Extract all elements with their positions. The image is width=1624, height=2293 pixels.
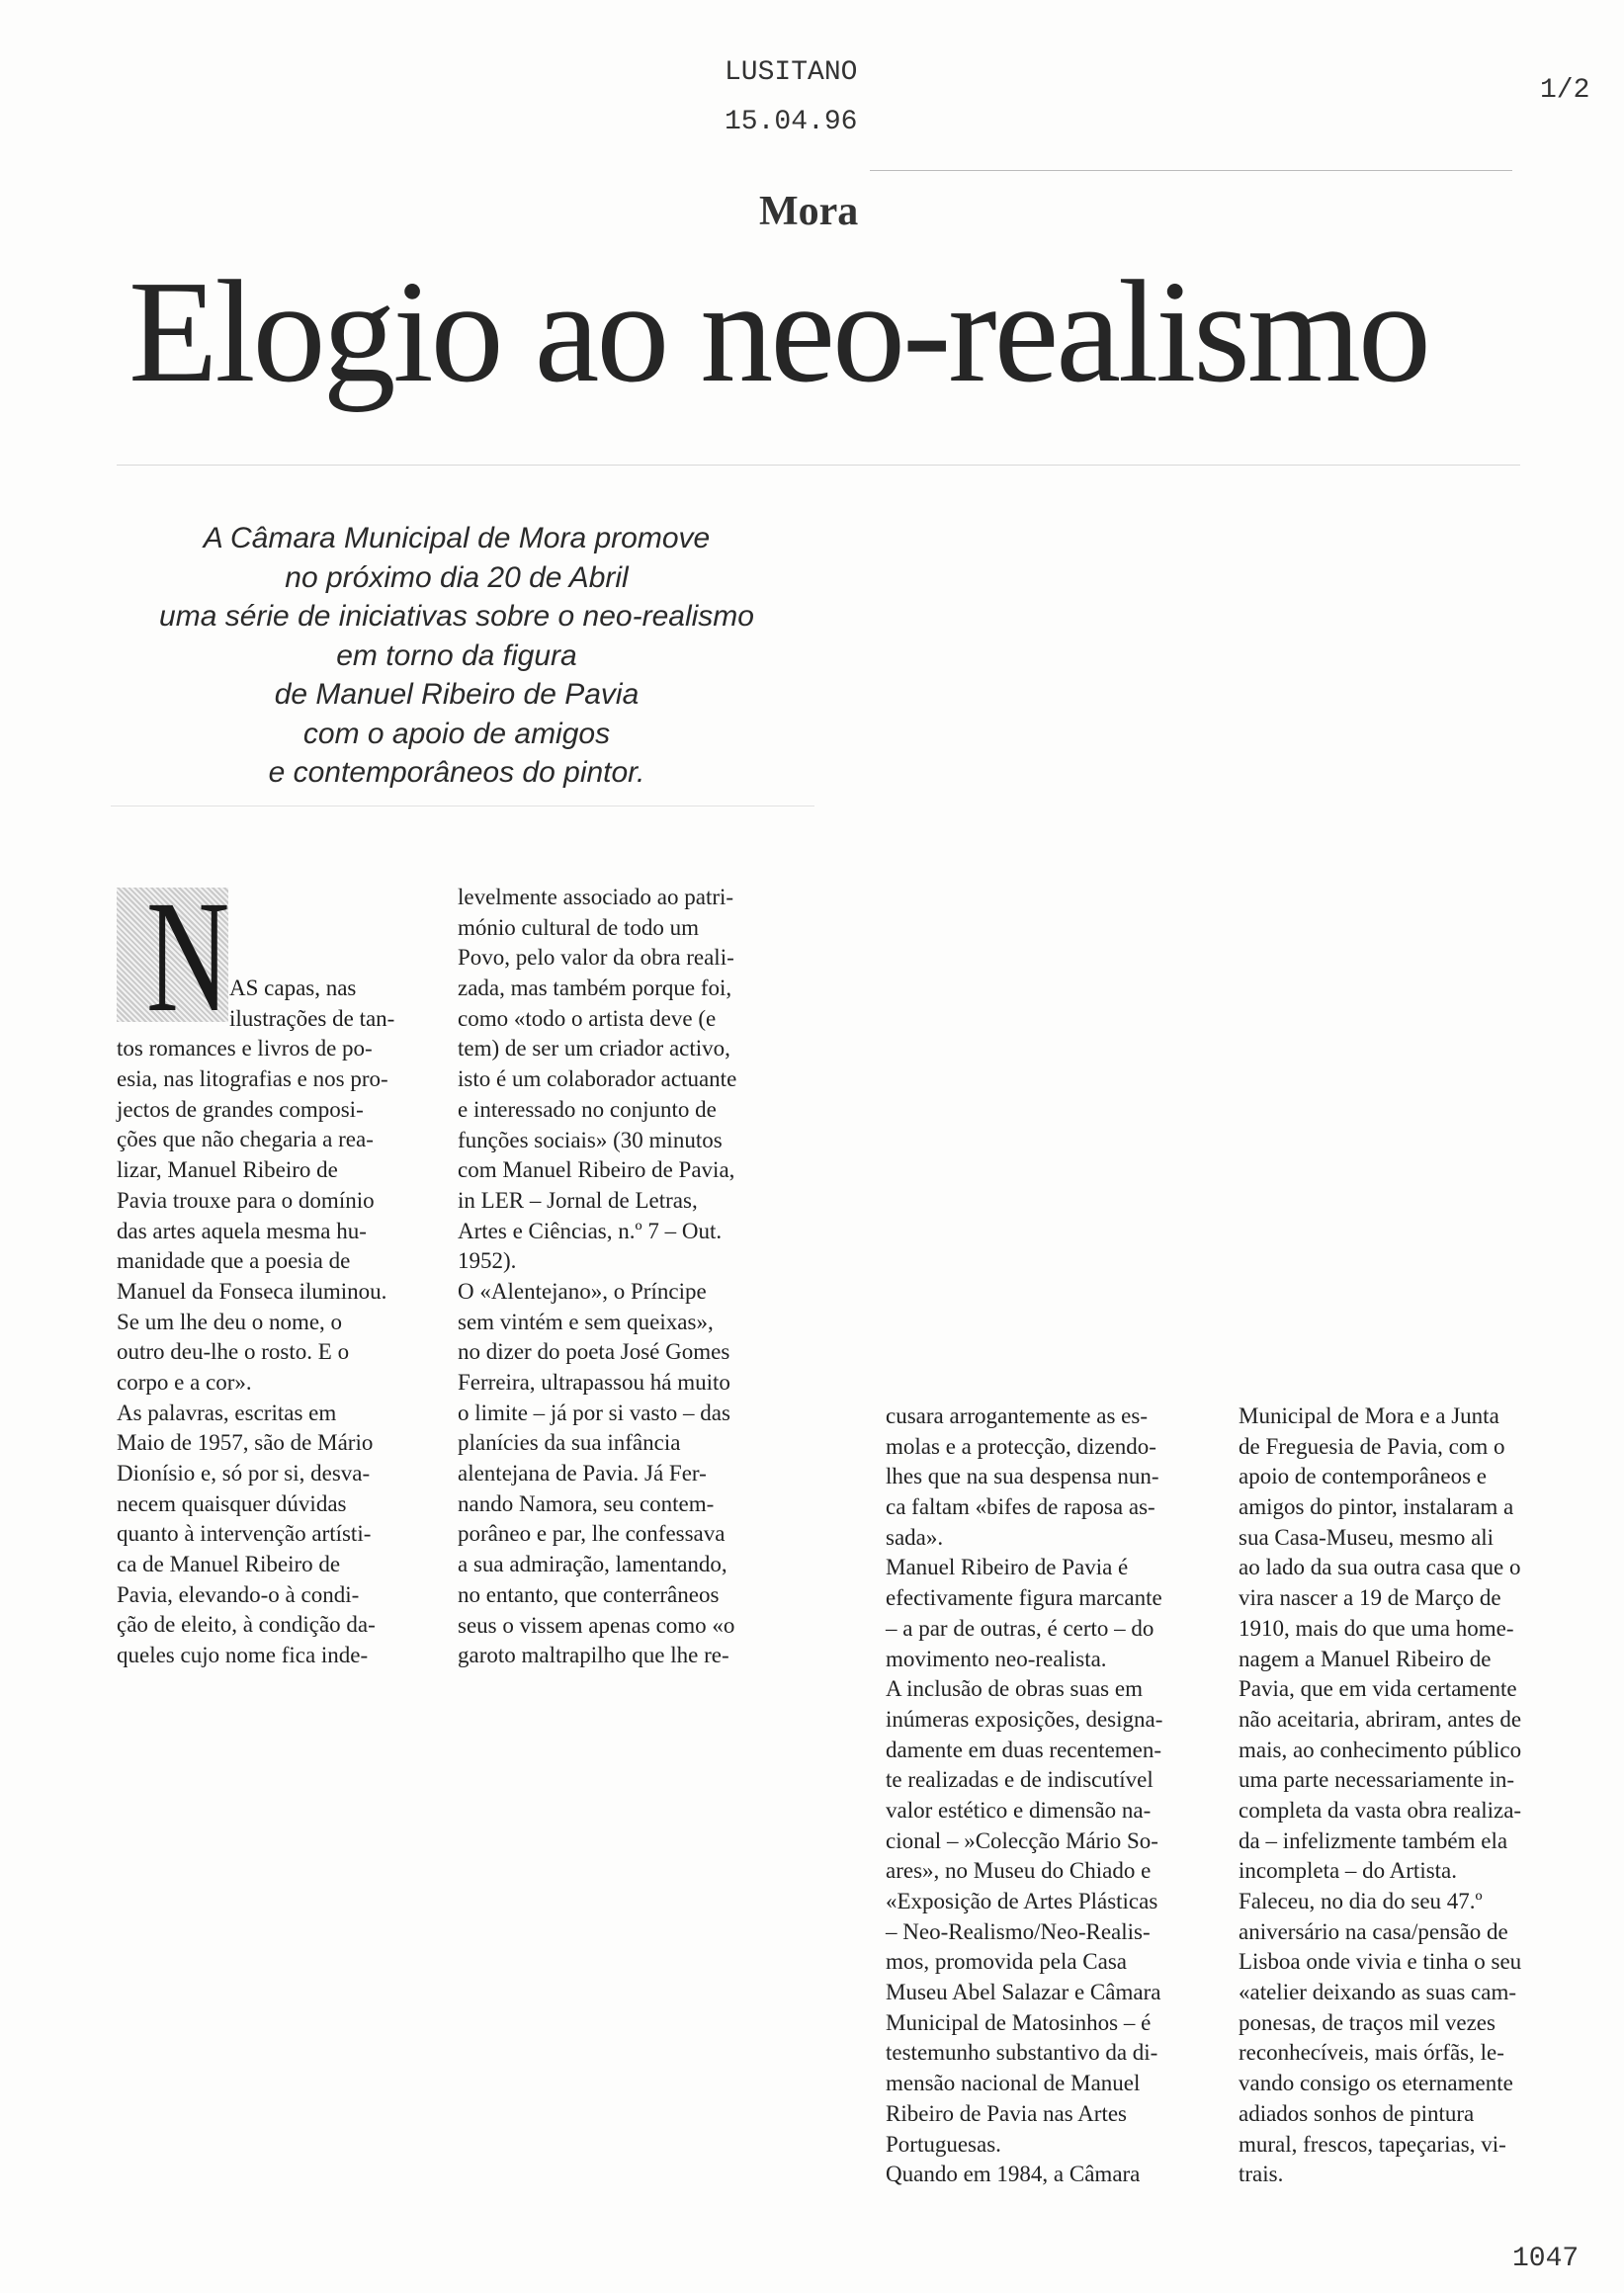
text-line: planícies da sua infância [458, 1430, 681, 1456]
text-line: cusara arrogantemente as es- [886, 1403, 1148, 1428]
article-column-1 [117, 1034, 435, 1670]
dropcap-letter: N [146, 869, 230, 1046]
text-line: inúmeras exposições, designa- [886, 1706, 1163, 1732]
text-line: nando Namora, seu contem- [458, 1490, 715, 1516]
text-line: Portuguesas. [886, 2131, 1001, 2157]
text-line: ilustrações de tan- [229, 1005, 395, 1031]
article-column-3 [886, 1401, 1204, 2190]
text-line: te realizadas e de indiscutível [886, 1767, 1154, 1793]
text-line: mensão nacional de Manuel [886, 2071, 1141, 2096]
text-line: tem) de ser um criador activo, [458, 1036, 730, 1062]
text-line: AS capas, nas [229, 976, 357, 1000]
text-line: outro deu-lhe o rosto. E o [117, 1339, 350, 1365]
text-line: levelmente associado ao patri- [458, 885, 734, 909]
text-line: Maio de 1957, são de Mário [117, 1430, 374, 1456]
page-fraction: 1/2 [1540, 75, 1590, 106]
text-line: Dionísio e, só por si, desva- [117, 1461, 371, 1486]
section-title: Mora [759, 189, 859, 234]
headline-rule [117, 465, 1520, 466]
text-line: Pavia trouxe para o domínio [117, 1187, 375, 1213]
text-line: amigos do pintor, instalaram a [1239, 1494, 1514, 1520]
text-line: ções que não chegaria a rea- [117, 1127, 374, 1152]
text-line: lizar, Manuel Ribeiro de [117, 1157, 338, 1183]
text-line: A inclusão de obras suas em [886, 1676, 1143, 1702]
text-line: valor estético e dimensão na- [886, 1797, 1152, 1823]
lead-line: A Câmara Municipal de Mora promove [203, 522, 711, 554]
text-line: Ribeiro de Pavia nas Artes [886, 2100, 1128, 2126]
lead-line: uma série de iniciativas sobre o neo-realismo [159, 600, 754, 633]
text-line: «atelier deixando as suas cam- [1239, 1980, 1516, 2005]
text-line: As palavras, escritas em [117, 1400, 337, 1425]
text-line: mais, ao conhecimento público [1239, 1737, 1522, 1762]
text-line: de Freguesia de Pavia, com o [1239, 1433, 1505, 1459]
lead-line: e contemporâneos do pintor. [268, 756, 645, 789]
text-line: jectos de grandes composi- [117, 1096, 364, 1122]
text-line: vira nascer a 19 de Março de [1239, 1585, 1501, 1611]
text-line: O «Alentejano», o Príncipe [458, 1278, 707, 1304]
text-line: não aceitaria, abriram, antes de [1239, 1706, 1522, 1732]
text-line: movimento neo-realista. [886, 1646, 1107, 1671]
text-line: Manuel da Fonseca iluminou. [117, 1278, 387, 1304]
text-line: Municipal de Matosinhos – é [886, 2009, 1152, 2035]
lead-line: no próximo dia 20 de Abril [285, 560, 629, 594]
text-line: mónio cultural de todo um [458, 914, 700, 940]
text-line: porâneo e par, lhe confessava [458, 1521, 726, 1547]
text-line: apoio de contemporâneos e [1239, 1464, 1487, 1489]
text-line: das artes aquela mesma hu- [117, 1218, 367, 1243]
header-rule [870, 170, 1512, 171]
text-line: no entanto, que conterrâneos [458, 1581, 720, 1607]
text-line: a sua admiração, lamentando, [458, 1552, 727, 1577]
text-line: no dizer do poeta José Gomes [458, 1339, 730, 1365]
text-line: funções sociais» (30 minutos [458, 1127, 723, 1152]
lead-line: de Manuel Ribeiro de Pavia [274, 678, 640, 711]
text-line: damente em duas recentemen- [886, 1737, 1162, 1762]
lead-line: em torno da figura [336, 638, 577, 672]
text-line: ca faltam «bifes de raposa as- [886, 1494, 1155, 1520]
lead-line: com o apoio de amigos [302, 717, 611, 750]
text-line: cional – »Colecção Mário So- [886, 1827, 1158, 1853]
text-line: in LER – Jornal de Letras, [458, 1187, 698, 1213]
text-line: – Neo-Realismo/Neo-Realis- [886, 1918, 1151, 1944]
text-line: zada, mas também porque foi, [458, 976, 732, 1001]
newspaper-source: LUSITANO [725, 57, 858, 88]
article-column-4 [1239, 1401, 1557, 2190]
lead-paragraph [111, 519, 803, 793]
text-line: aniversário na casa/pensão de [1239, 1918, 1508, 1944]
text-line: testemunho substantivo da di- [886, 2040, 1158, 2066]
text-line: mural, frescos, tapeçarias, vi- [1239, 2131, 1506, 2157]
text-line: queles cujo nome fica inde- [117, 1643, 369, 1668]
text-line: sem vintém e sem queixas», [458, 1309, 714, 1334]
text-line: Pavia, elevando-o à condi- [117, 1581, 360, 1607]
text-line: Municipal de Mora e a Junta [1239, 1403, 1499, 1428]
article-column-2 [458, 883, 776, 1671]
page-number: 1047 [1512, 2244, 1580, 2274]
text-line: da – infelizmente também ela [1239, 1827, 1508, 1853]
lead-rule [111, 806, 814, 807]
dropcap-lines [229, 974, 437, 1034]
text-line: garoto maltrapilho que lhe re- [458, 1643, 729, 1668]
text-line: ao lado da sua outra casa que o [1239, 1555, 1521, 1580]
text-line: Artes e Ciências, n.º 7 – Out. [458, 1218, 723, 1243]
text-line: mos, promovida pela Casa [886, 1949, 1128, 1975]
text-line: Lisboa onde vivia e tinha o seu [1239, 1949, 1522, 1975]
text-line: Quando em 1984, a Câmara [886, 2162, 1141, 2187]
text-line: ção de eleito, à condição da- [117, 1612, 376, 1638]
text-line: vando consigo os eternamente [1239, 2071, 1513, 2096]
headline: Elogio ao neo-realismo [128, 251, 1428, 413]
text-line: corpo e a cor». [117, 1369, 252, 1395]
text-line: completa da vasta obra realiza- [1239, 1797, 1522, 1823]
text-line: sada». [886, 1524, 944, 1550]
text-line: Ferreira, ultrapassou há muito [458, 1370, 730, 1395]
text-line: Se um lhe deu o nome, o [117, 1309, 343, 1334]
text-line: incompleta – do Artista. [1239, 1858, 1458, 1884]
text-line: com Manuel Ribeiro de Pavia, [458, 1157, 735, 1183]
text-line: trais. [1239, 2162, 1284, 2187]
text-line: e interessado no conjunto de [458, 1096, 717, 1122]
text-line: Museu Abel Salazar e Câmara [886, 1980, 1161, 2005]
text-line: 1910, mais do que uma home- [1239, 1615, 1514, 1641]
text-line: seus o vissem apenas como «o [458, 1612, 735, 1638]
text-line: esia, nas litografias e nos pro- [117, 1066, 388, 1092]
text-line: alentejana de Pavia. Já Fer- [458, 1461, 707, 1486]
text-line: «Exposição de Artes Plásticas [886, 1889, 1158, 1913]
text-line: uma parte necessariamente in- [1239, 1767, 1515, 1793]
text-line: ca de Manuel Ribeiro de [117, 1552, 341, 1577]
text-line: – a par de outras, é certo – do [886, 1615, 1154, 1641]
text-line: sua Casa-Museu, mesmo ali [1239, 1524, 1495, 1550]
text-line: manidade que a poesia de [117, 1248, 351, 1274]
text-line: Manuel Ribeiro de Pavia é [886, 1555, 1129, 1580]
text-line: lhes que na sua despensa nun- [886, 1464, 1159, 1489]
text-line: Faleceu, no dia do seu 47.º [1239, 1889, 1483, 1913]
text-line: molas e a protecção, dizendo- [886, 1433, 1156, 1459]
text-line: 1952). [458, 1248, 517, 1274]
text-line: ares», no Museu do Chiado e [886, 1858, 1152, 1884]
text-line: o limite – já por si vasto – das [458, 1400, 730, 1425]
text-line: Povo, pelo valor da obra reali- [458, 945, 734, 971]
text-line: efectivamente figura marcante [886, 1585, 1162, 1611]
text-line: nagem a Manuel Ribeiro de [1239, 1646, 1492, 1671]
publication-date: 15.04.96 [725, 107, 858, 137]
text-line: adiados sonhos de pintura [1239, 2100, 1475, 2126]
text-line: necem quaisquer dúvidas [117, 1490, 347, 1516]
text-line: reconhecíveis, mais órfãs, le- [1239, 2040, 1504, 2066]
text-line: tos romances e livros de po- [117, 1036, 373, 1062]
text-line: ponesas, de traços mil vezes [1239, 2009, 1496, 2035]
text-line: quanto à intervenção artísti- [117, 1521, 372, 1547]
text-line: isto é um colaborador actuante [458, 1066, 737, 1092]
text-line: como «todo o artista deve (e [458, 1005, 717, 1031]
text-line: Pavia, que em vida certamente [1239, 1676, 1517, 1702]
